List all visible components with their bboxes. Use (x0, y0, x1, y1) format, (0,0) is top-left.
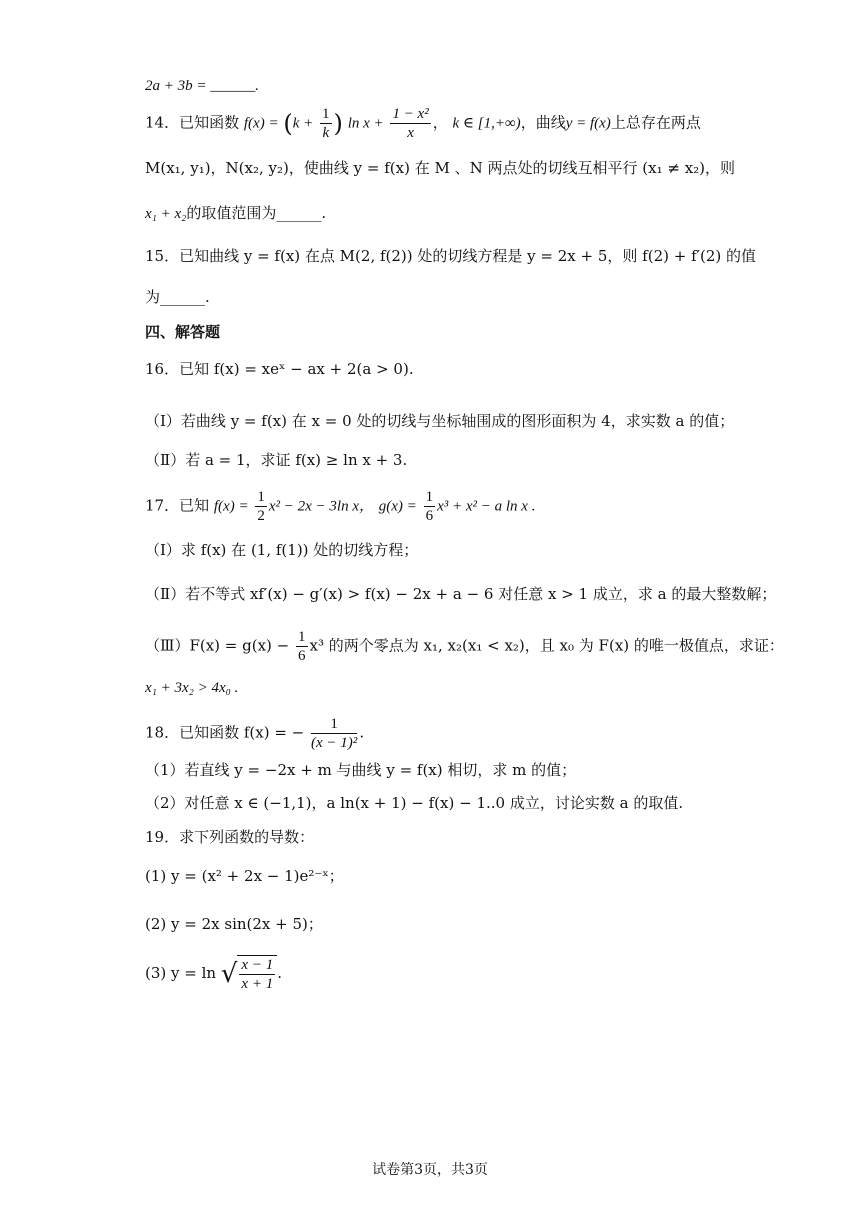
question-18 (145, 715, 364, 752)
text: 18．已知函数 f(x) = − (145, 723, 305, 742)
question-14-line-1 (145, 105, 701, 142)
text: （Ⅲ）F(x) = g(x) − (145, 636, 290, 655)
numerator: 1 − x² (392, 106, 429, 122)
question-17-part-3-cont: x₁ + 3x₂ > 4x₀ . (145, 680, 239, 696)
formula: k ∈ [1,+∞) (452, 115, 521, 132)
question-16-part-1: （Ⅰ）若曲线 y = f(x) 在 x = 0 处的切线与坐标轴围成的图形面积为 4，求实数 a 的值； (145, 412, 735, 430)
question-19: 19．求下列函数的导数： (145, 828, 315, 846)
question-19-part-1: (1) y = (x² + 2x − 1)e²⁻ˣ； (145, 867, 344, 885)
question-17 (145, 488, 535, 525)
denominator: (x − 1)² (311, 735, 358, 751)
paren-close: ) (333, 109, 343, 138)
denominator: 2 (257, 508, 265, 524)
text: . (277, 964, 282, 982)
question-number: 14． (145, 113, 180, 132)
denominator: 6 (425, 508, 434, 524)
question-17-part-1: （Ⅰ）求 f(x) 在 (1, f(1)) 处的切线方程； (145, 541, 419, 559)
question-17-part-3 (145, 628, 784, 665)
formula: y = f(x) (565, 115, 611, 132)
question-18-part-2: （2）对任意 x ∈ (−1,1)，a ln(x + 1) − f(x) − 1..0 成立，讨论实数 a 的取值. (145, 794, 684, 812)
denominator: x + 1 (241, 976, 274, 992)
fraction (320, 105, 332, 142)
denominator: x (407, 125, 414, 141)
paren-open: ( (283, 109, 293, 138)
question-19-part-2: (2) y = 2x sin(2x + 5)； (145, 915, 323, 933)
text: ，曲线 (520, 113, 566, 132)
question-16: 16．已知 f(x) = xeˣ − ax + 2(a > 0). (145, 360, 414, 378)
fraction (390, 105, 430, 142)
formula: x² − 2x − 3ln x， (268, 498, 374, 515)
formula: x₁ + x₂ (145, 206, 187, 222)
question-15-line-2: 为______. (145, 288, 210, 306)
answer-line-13: 2a + 3b = ______. (145, 78, 259, 94)
radical-sign: √ (220, 959, 238, 989)
fraction (424, 488, 436, 525)
denominator: 6 (298, 648, 306, 664)
section-heading: 四、解答题 (145, 323, 221, 341)
formula: x³ + x² − a ln x . (437, 498, 536, 515)
formula: k + (292, 115, 314, 132)
denominator: k (322, 125, 330, 141)
text: ， (432, 113, 448, 132)
question-17-part-2: （Ⅱ）若不等式 xf′(x) − g′(x) > f(x) − 2x + a − 6 对任意 x > 1 成立，求 a 的最大整数解； (145, 585, 777, 603)
numerator: 1 (257, 489, 265, 505)
fraction (239, 956, 275, 993)
fraction (255, 488, 267, 525)
numerator: 1 (425, 489, 434, 505)
square-root (221, 955, 277, 993)
text: 已知函数 (179, 113, 240, 132)
question-14-line-2: M(x₁, y₁)，N(x₂, y₂)，使曲线 y = f(x) 在 M 、N 两点处的切线互相平行 (x₁ ≠ x₂)，则 (145, 159, 736, 177)
text: (3) y = ln (145, 964, 217, 982)
text: x³ 的两个零点为 x₁, x₂(x₁ < x₂)，且 x₀ 为 F(x) 的唯一极值点，求证： (309, 636, 784, 655)
fraction (311, 715, 357, 752)
question-14-line-3 (145, 202, 326, 225)
question-19-part-3 (145, 955, 282, 993)
formula: f(x) = (213, 498, 249, 515)
text: 的取值范围为______. (186, 204, 327, 222)
question-16-part-2: （Ⅱ）若 a = 1，求证 f(x) ≥ ln x + 3. (145, 451, 408, 469)
numerator: 1 (322, 106, 330, 122)
text: 上总存在两点 (610, 113, 701, 132)
numerator: x − 1 (241, 957, 274, 973)
question-18-part-1: （1）若直线 y = −2x + m 与曲线 y = f(x) 相切，求 m 的值； (145, 761, 577, 779)
text: . (359, 723, 365, 742)
formula: g(x) = (378, 498, 417, 515)
formula: ln x + (347, 115, 384, 132)
numerator: 1 (311, 715, 357, 734)
fraction (296, 628, 308, 665)
numerator: 1 (298, 629, 306, 645)
text: 17．已知 (145, 496, 210, 515)
formula: f(x) = (243, 115, 279, 132)
question-15-line-1: 15．已知曲线 y = f(x) 在点 M(2, f(2)) 处的切线方程是 y = 2x + 5，则 f(2) + f′(2) 的值 (145, 247, 757, 265)
page-footer: 试卷第3页，共3页 (372, 1162, 488, 1178)
